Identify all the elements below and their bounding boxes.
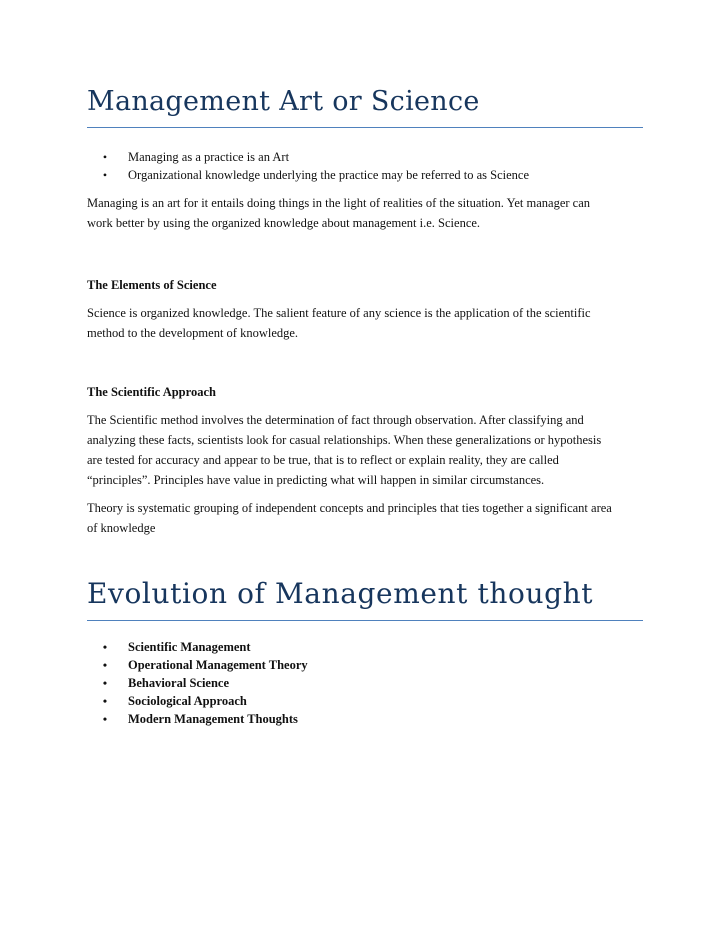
paragraph-line: of knowledge bbox=[87, 521, 156, 535]
section-title-evolution-of-management-thought: Evolution of Management thought bbox=[87, 577, 594, 610]
list-item-text: Behavioral Science bbox=[128, 676, 230, 690]
paragraph-line: are tested for accuracy and appear to be true, that is to reflect or explain reality, they are called bbox=[87, 453, 559, 467]
list-item-text: Operational Management Theory bbox=[128, 658, 308, 672]
paragraph-line: analyzing these facts, scientists look for casual relationships. When these generalizations or hypothesis bbox=[87, 433, 602, 447]
list-item bbox=[100, 638, 308, 656]
heading-underline bbox=[87, 127, 643, 128]
paragraph-line: Science is organized knowledge. The salient feature of any science is the application of the scientific bbox=[87, 306, 591, 320]
bullet-icon: • bbox=[102, 640, 108, 654]
evolution-bullet-list bbox=[100, 638, 308, 728]
theory-paragraph bbox=[87, 498, 647, 538]
heading-underline bbox=[87, 620, 643, 621]
bullet-icon: • bbox=[102, 168, 108, 182]
paragraph-line: Managing is an art for it entails doing things in the light of realities of the situation. Yet manager can bbox=[87, 196, 591, 210]
list-item bbox=[100, 674, 308, 692]
list-item-text: Scientific Management bbox=[128, 640, 251, 654]
list-item-text: Sociological Approach bbox=[128, 694, 247, 708]
elements-of-science-paragraph bbox=[87, 303, 647, 343]
list-item-text: Organizational knowledge underlying the practice may be referred to as Science bbox=[128, 168, 529, 182]
paragraph-line: “principles”. Principles have value in predicting what will happen in similar circumstances. bbox=[87, 473, 545, 487]
paragraph-line: method to the development of knowledge. bbox=[87, 326, 299, 340]
art-or-science-paragraph bbox=[87, 193, 647, 233]
bullet-icon: • bbox=[102, 150, 108, 164]
list-item bbox=[100, 148, 529, 166]
bullet-icon: • bbox=[102, 694, 108, 708]
list-item bbox=[100, 656, 308, 674]
scientific-approach-paragraph bbox=[87, 410, 647, 490]
list-item bbox=[100, 166, 529, 184]
paragraph-line: Theory is systematic grouping of independent concepts and principles that ties together a significant area bbox=[87, 501, 612, 515]
bullet-icon: • bbox=[102, 712, 108, 726]
subheading-scientific-approach: The Scientific Approach bbox=[87, 385, 216, 399]
list-item-text: Managing as a practice is an Art bbox=[128, 150, 290, 164]
section-title-management-art-or-science: Management Art or Science bbox=[87, 86, 480, 117]
list-item bbox=[100, 692, 308, 710]
list-item-text: Modern Management Thoughts bbox=[128, 712, 298, 726]
paragraph-line: The Scientific method involves the determination of fact through observation. After classifying and bbox=[87, 413, 584, 427]
paragraph-line: work better by using the organized knowledge about management i.e. Science. bbox=[87, 216, 481, 230]
subheading-elements-of-science: The Elements of Science bbox=[87, 278, 217, 292]
list-item bbox=[100, 710, 308, 728]
art-science-bullet-list bbox=[100, 148, 529, 184]
bullet-icon: • bbox=[102, 658, 108, 672]
bullet-icon: • bbox=[102, 676, 108, 690]
